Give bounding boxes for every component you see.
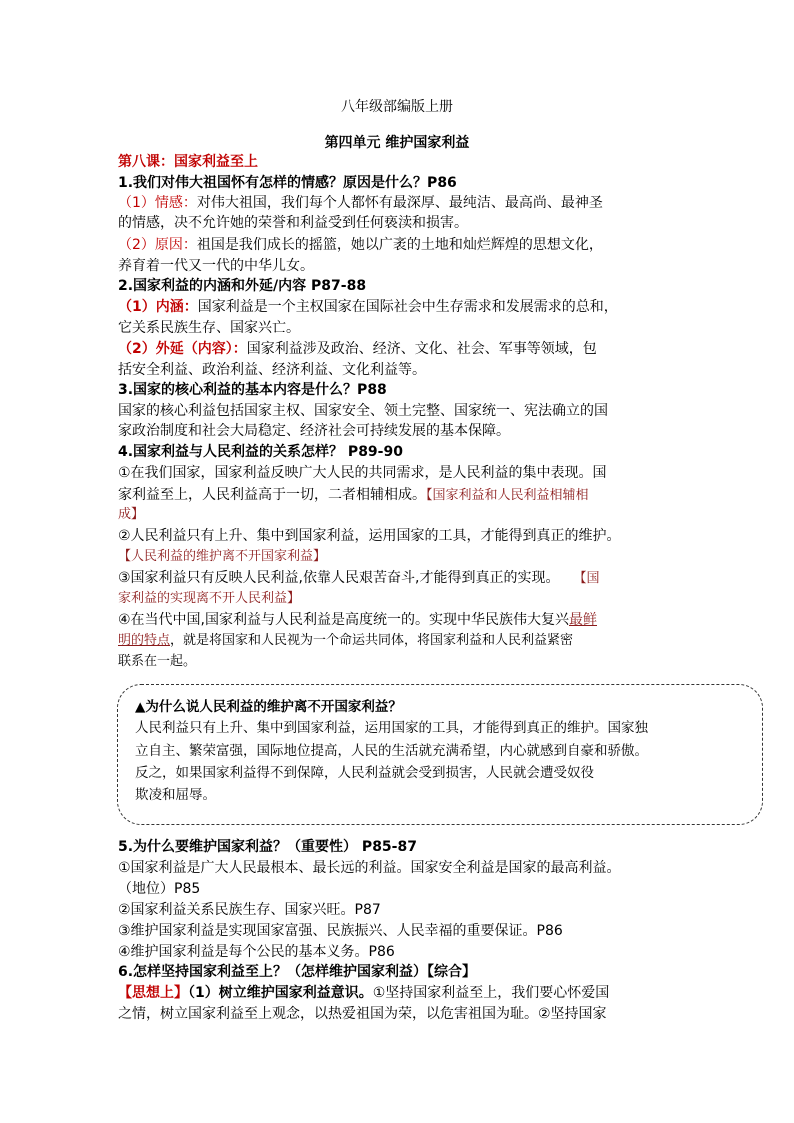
note-box-line-4: 欺凌和屈辱。 xyxy=(135,787,216,803)
q2-text: 国家利益是一个主权国家在国际社会中生存需求和发展需求的总和， xyxy=(197,299,618,315)
q4-point-4-cont xyxy=(118,631,683,651)
q4-text: ③国家利益只有反映人民利益,依靠人民艰苦奋斗,才能得到真正的实现。 xyxy=(118,570,560,586)
note-box-line-1: 人民利益只有上升、集中到国家利益，运用国家的工具，才能得到真正的维护。国家独 xyxy=(135,720,648,736)
q4-note-3-cont: 家利益的实现离不开人民利益】 xyxy=(118,591,301,606)
q5-line-4: ③维护国家利益是实现国家富强、民族振兴、人民幸福的重要保证。P86 xyxy=(118,923,563,939)
q3-text-1: 国家的核心利益包括国家主权、国家安全、领土完整、国家统一、宪法确立的国 xyxy=(118,403,608,419)
q4-highlight: 最鲜 xyxy=(569,612,597,628)
q6-label-thought: 【思想上】 xyxy=(118,985,188,1001)
q4-point-4 xyxy=(118,610,683,630)
q6-line-2: 之情，树立国家利益至上观念，以热爱祖国为荣，以危害祖国为耻。②坚持国家 xyxy=(118,1006,607,1022)
q1-label-emotion: （1）情感： xyxy=(118,195,197,211)
q2-answer-2-cont: 括安全利益、政治利益、经济利益、文化利益等。 xyxy=(118,362,426,378)
q4-note-1: 【国家利益和人民利益相辅相 xyxy=(426,488,589,503)
q4-point-1-cont xyxy=(118,485,683,506)
q2-text: 国家利益涉及政治、经济、文化、社会、军事等领域，包 xyxy=(246,341,597,357)
q4-note-2: 【人民利益的维护离不开国家利益】 xyxy=(118,549,327,564)
q2-label-extension: （2）外延（内容）： xyxy=(118,341,247,357)
q5-line-2: （地位）P85 xyxy=(118,881,201,897)
q1-answer-1-cont: 的情感，决不允许她的荣誉和利益受到任何亵渎和损害。 xyxy=(118,215,468,231)
q5-line-5: ④维护国家利益是每个公民的基本义务。P86 xyxy=(118,944,395,960)
question-6-title: 6.怎样坚持国家利益至上？（怎样维护国家利益）【综合】 xyxy=(118,964,477,980)
question-5-title: 5.为什么要维护国家利益？（重要性） P85-87 xyxy=(118,839,417,855)
q5-line-1: ①国家利益是广大人民最根本、最长远的利益。国家安全利益是国家的最高利益。 xyxy=(118,860,621,876)
q4-point-2: ②人民利益只有上升、集中到国家利益，运用国家的工具，才能得到真正的维护。 xyxy=(118,528,621,544)
q6-text: ①坚持国家利益至上，我们要心怀爱国 xyxy=(372,985,610,1001)
note-box-line-3: 反之，如果国家利益得不到保障，人民利益就会受到损害，人民就会遭受奴役 xyxy=(135,765,594,781)
q5-line-3: ②国家利益关系民族生存、国家兴旺。P87 xyxy=(118,902,381,918)
question-2-title: 2.国家利益的内涵和外延/内容 P87-88 xyxy=(118,278,367,294)
q1-text: 对伟大祖国，我们每个人都怀有最深厚、最纯洁、最高尚、最神圣 xyxy=(196,195,603,211)
question-1-title: 1.我们对伟大祖国怀有怎样的情感？原因是什么？P86 xyxy=(118,175,457,191)
lesson-title: 第八课：国家利益至上 xyxy=(118,154,258,170)
q2-answer-1 xyxy=(118,297,683,317)
question-4-title: 4.国家利益与人民利益的关系怎样？ P89-90 xyxy=(118,444,403,460)
q1-answer-2-cont: 养育着一代又一代的中华儿女。 xyxy=(118,258,314,274)
q6-line-1 xyxy=(118,983,683,1003)
question-3-title: 3.国家的核心利益的基本内容是什么？P88 xyxy=(118,382,387,398)
q4-text: 家利益至上，人民利益高于一切，二者相辅相成。 xyxy=(118,487,426,503)
note-box-title: ▲为什么说人民利益的维护离不开国家利益？ xyxy=(135,699,402,715)
q4-point-4-end: 联系在一起。 xyxy=(118,654,197,669)
q6-subtitle: （1）树立维护国家利益意识。 xyxy=(188,985,373,1001)
q1-answer-1 xyxy=(118,193,683,213)
q2-answer-1-cont: 它关系民族生存、国家兴亡。 xyxy=(118,320,300,336)
note-box-line-2: 立自主、繁荣富强，国际地位提高，人民的生活就充满希望，内心就感到自豪和骄傲。 xyxy=(135,743,648,759)
q4-highlight: 明的特点 xyxy=(118,633,171,648)
q4-point-1: ①在我们国家，国家利益反映广大人民的共同需求，是人民利益的集中表现。国 xyxy=(118,465,607,481)
doc-header: 八年级部编版上册 xyxy=(341,99,453,115)
q2-answer-2 xyxy=(118,339,683,359)
unit-title: 第四单元 维护国家利益 xyxy=(324,135,470,151)
q4-text: ，就是将国家和人民视为一个命运共同体，将国家利益和人民利益紧密 xyxy=(170,633,574,648)
q4-note-1-cont: 成】 xyxy=(118,507,145,522)
q1-answer-2 xyxy=(118,235,683,255)
q1-label-reason: （2）原因： xyxy=(118,237,197,253)
q1-text: 祖国是我们成长的摇篮，她以广袤的土地和灿烂辉煌的思想文化， xyxy=(196,237,603,253)
q4-point-3 xyxy=(118,568,683,589)
q4-text: ④在当代中国,国家利益与人民利益是高度统一的。实现中华民族伟大复兴 xyxy=(118,612,569,628)
q4-note-3: 【国 xyxy=(573,571,600,586)
q2-label-connotation: （1）内涵： xyxy=(118,299,198,315)
q3-text-2: 家政治制度和社会大局稳定、经济社会可持续发展的基本保障。 xyxy=(118,423,510,439)
